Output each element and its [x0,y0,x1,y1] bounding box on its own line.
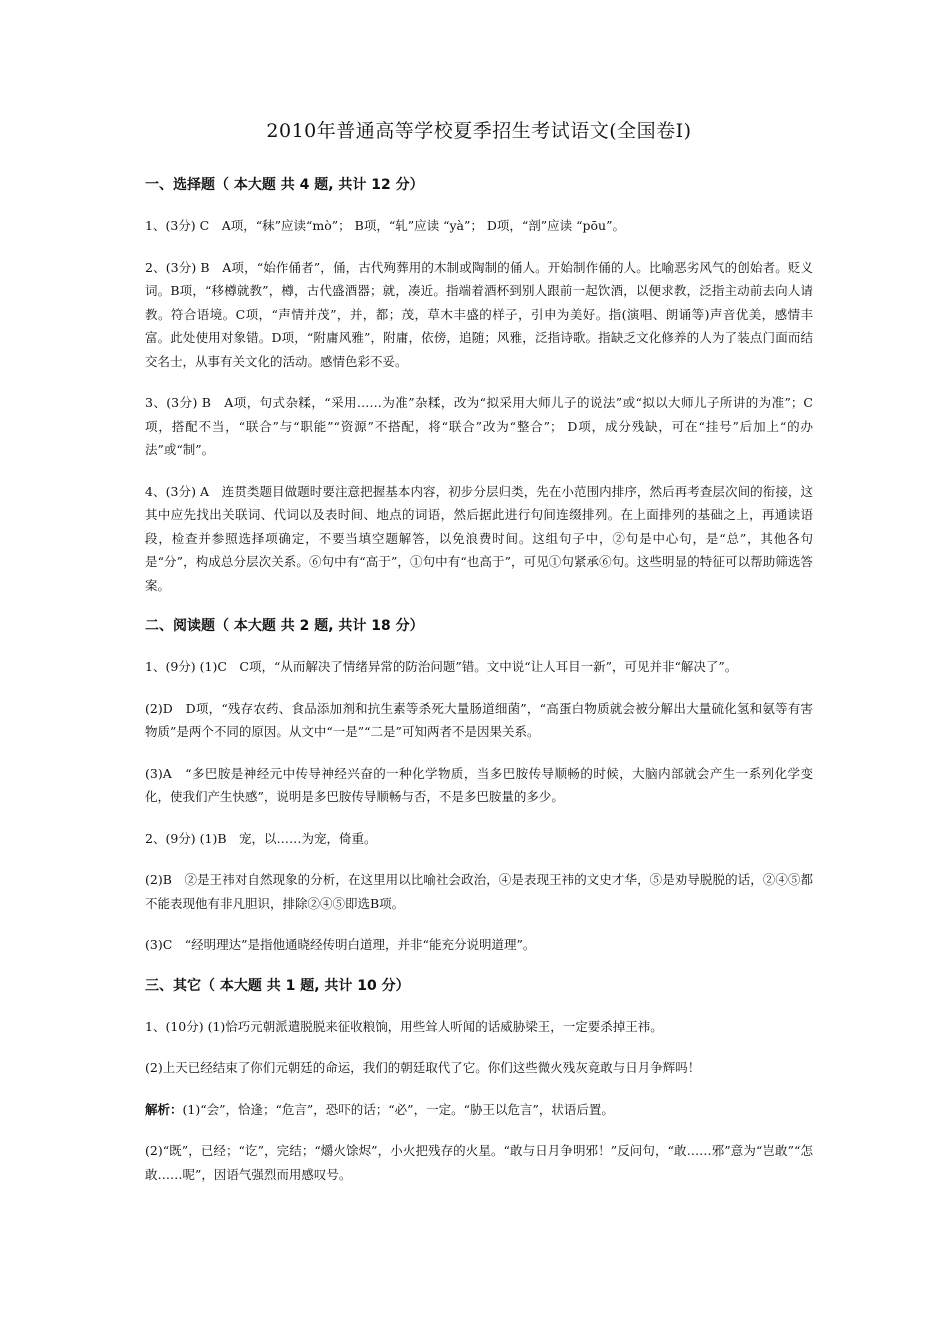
analysis-text: (1)“会”，恰逢；“危言”，恐吓的话；“必”，一定。“胁王以危言”，状语后置。 [182,1101,614,1117]
answer-paragraph: (3)A “多巴胺是神经元中传导神经兴奋的一种化学物质，当多巴胺传导顺畅的时候，大脑内部就会产生一系列化学变化，使我们产生快感”，说明是多巴胺传导顺畅与否，不是多巴胺量的多少。 [145,765,813,804]
answer-paragraph: 1、(10分) (1)恰巧元朝派遣脱脱来征收粮饷，用些耸人听闻的话威胁梁王，一定要杀掉王祎。 [145,1018,663,1034]
answer-paragraph: 1、(3分) C A项，“秣”应读“mò”； B项，“轧”应读 “yà”； D项，“剖”应读 “pōu”。 [145,218,625,233]
document-body [145,118,813,1204]
answer-paragraph: (2)D D项，“残存农药、食品添加剂和抗生素等杀死大量肠道细菌”，“高蛋白物质就会被分解出大量硫化氢和氨等有害物质”是两个不同的原因。从文中“一是”“二是”可知两者不是因果关系。 [145,700,813,739]
section-heading-reading: 二、阅读题（ 本大题 共 2 题, 共计 18 分） [145,618,424,634]
document-title: 2010年普通高等学校夏季招生考试语文(全国卷Ⅰ) [266,120,692,142]
answer-paragraph: (3)C “经明理达”是指他通晓经传明白道理，并非“能充分说明道理”。 [145,937,536,952]
answer-paragraph: 2、(9分) (1)B 宠，以……为宠，倚重。 [145,830,377,846]
answer-paragraph: 1、(9分) (1)C C项，“从而解决了情绪异常的防治问题”错。文中说“让人耳目一新”，可见并非“解决了”。 [145,659,738,674]
answer-paragraph: 3、(3分) B A项，句式杂糅，“采用……为准”杂糅，改为“拟采用大师儿子的说法”或“拟以大师儿子所讲的为准”；C项，搭配不当，“联合”与“职能”“资源”不搭配，将“联合”改为“整合”； D项，成分残缺，可在“挂号”后加上“的办法”或“制”。 [145,395,813,457]
answer-paragraph: (2)“既”，已经；“讫”，完结；“爝火馀烬”，小火把残存的火星。“敢与日月争明邪！”反问句，“敢……邪”意为“岂敢”“怎敢……呢”，因语气强烈而用感叹号。 [145,1143,813,1182]
answer-paragraph: 2、(3分) B A项，“始作俑者”，俑，古代殉葬用的木制或陶制的俑人。开始制作俑的人。比喻恶劣风气的创始者。贬义词。B项，“移樽就教”，樽，古代盛酒器；就，凑近。指端着酒杯到别人跟前一起饮酒，以便求教，泛指主动前去向人请教。符合语境。C项，“声情并茂”，并，都；茂，草木丰盛的样子，引申为美好。指(演唱、朗诵等)声音优美，感情丰富。此处使用对象错。D项，“附庸风雅”，附庸，依傍，追随；风雅，泛指诗歌。指缺乏文化修养的人为了装点门面而结交名士，从事有关文化的活动。感情色彩不妥。 [145,259,813,369]
section-heading-choice: 一、选择题（ 本大题 共 4 题, 共计 12 分） [145,177,424,193]
answer-paragraph: (2)B ②是王祎对自然现象的分析，在这里用以比喻社会政治，④是表现王祎的文史才华，⑤是劝导脱脱的话，②④⑤都不能表现他有非凡胆识，排除②④⑤即选B项。 [145,872,813,911]
section-heading-other: 三、其它（ 本大题 共 1 题, 共计 10 分） [145,977,410,994]
analysis-paragraph [145,1098,813,1122]
analysis-label: 解析： [145,1101,183,1117]
answer-paragraph: (2)上天已经结束了你们元朝廷的命运，我们的朝廷取代了它。你们这些微火残灰竟敢与日月争辉吗！ [145,1060,701,1075]
answer-paragraph: 4、(3分) A 连贯类题目做题时要注意把握基本内容，初步分层归类，先在小范围内排序，然后再考查层次间的衔接，这其中应先找出关联词、代词以及表时间、地点的词语，然后据此进行句间连缀排列。在上面排列的基础之上，再通读语段，检查并参照选择项确定，不要当填空题解答，以免浪费时间。这组句子中，②句是中心句，是“总”，其他各句是“分”，构成总分层次关系。⑥句中有“高于”，①句中有“也高于”，可见①句紧承⑥句。这些明显的特征可以帮助筛选答案。 [145,483,813,593]
